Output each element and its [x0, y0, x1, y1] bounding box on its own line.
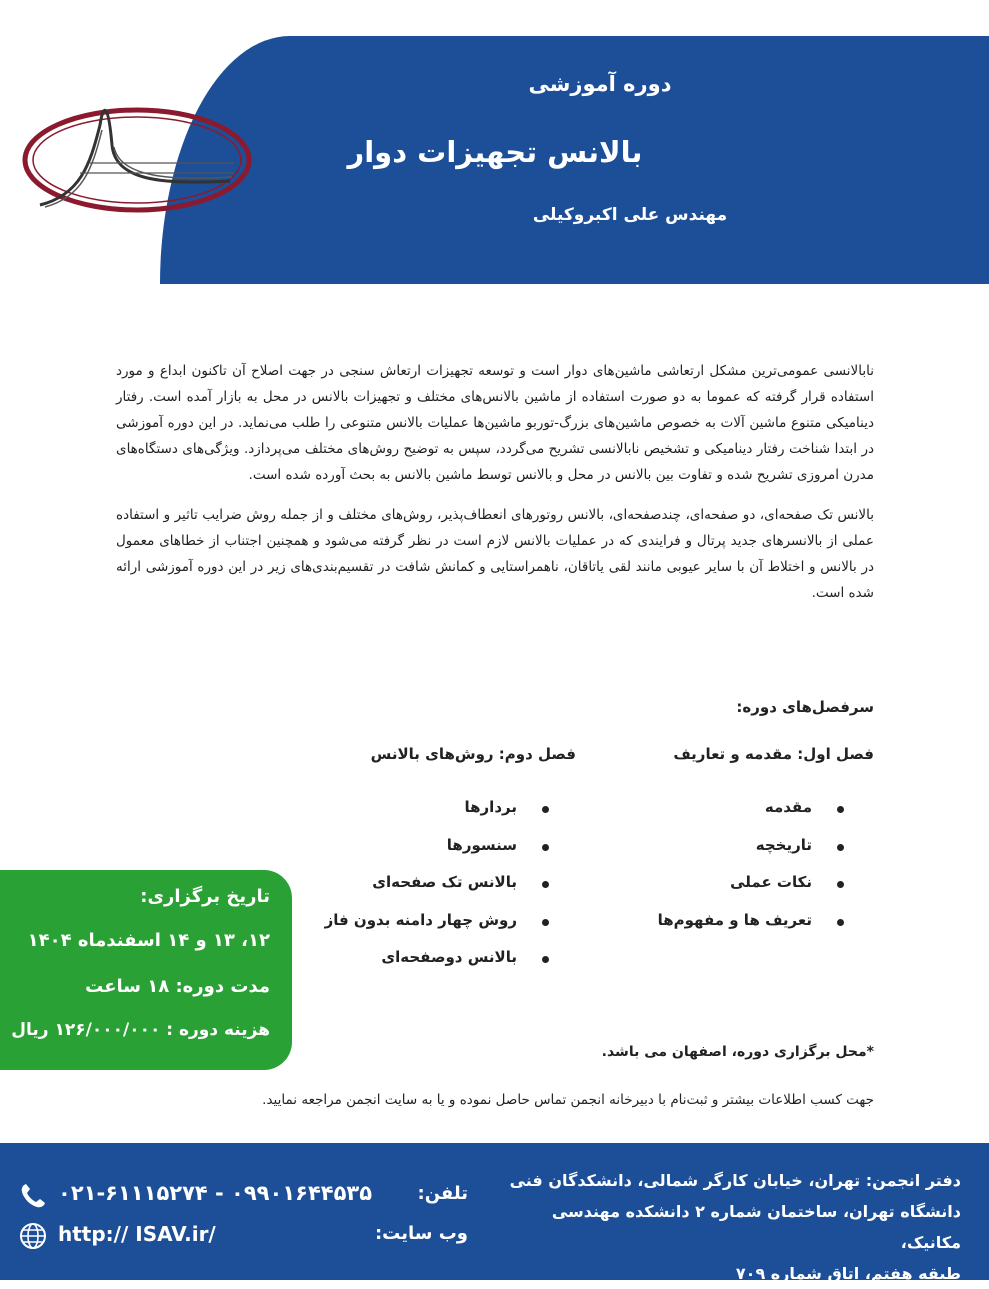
course-type: دوره آموزشی [528, 72, 672, 96]
bullet-icon [542, 844, 549, 851]
outline-heading: سرفصل‌های دوره: [736, 698, 874, 716]
phone-label: تلفن: [417, 1183, 468, 1204]
list-item: بالانس دوصفحه‌ای [325, 948, 549, 986]
course-info-box [0, 870, 292, 1070]
date-label: تاریخ برگزاری: [140, 886, 270, 907]
bullet-icon [542, 806, 549, 813]
course-description [116, 358, 874, 620]
globe-icon [18, 1221, 48, 1251]
course-fee: هزینه دوره : ۱۲۶/۰۰۰/۰۰۰ ریال [11, 1020, 270, 1040]
bullet-icon [542, 919, 549, 926]
list-item: نکات عملی [658, 873, 844, 911]
list-item: بالانس تک صفحه‌ای [325, 873, 549, 911]
description-paragraph-1: نابالانسی عمومی‌ترین مشکل ارتعاشی ماشین‌های دوار است و توسعه تجهیزات ارتعاش سنجی در جهت اصلاح آن تاکنون ابداع و مورد استفاده قرار گرفته که عموما به دو صورت استفاده از ماشین بالانس‌های مختلف و تجهیزات بالانس در محل به بازار آمده است. رفتار دینامیکی متنوع ماشین آلات به خصوص ماشین‌های بزرگ-توربو ماشین‌ها عملیات بالانس متنوعی را طلب می‌نماید. در این دوره آموزشی در ابتدا شناخت رفتار دینامیکی و تشخیص نابالانسی تشریح می‌گردد، سپس به توضیح روش‌های مختلف می‌پردازد. ویژگی‌های دستگاه‌های مدرن امروزی تشریح شده و تفاوت بین بالانس در محل و بالانس توسط ماشین بالانس به بحث آورده شده است. [116, 363, 874, 483]
venue-note: *محل برگزاری دوره، اصفهان می باشد. [601, 1044, 874, 1060]
bullet-icon [837, 806, 844, 813]
header [0, 0, 989, 285]
association-logo [20, 85, 255, 235]
website-link[interactable]: http:// ISAV.ir/ [58, 1222, 216, 1246]
phone-icon [18, 1181, 48, 1211]
website-label: وب سایت: [374, 1223, 468, 1244]
bullet-icon [837, 919, 844, 926]
address-line-3: طبقه هفتم، اتاق شماره ۷۰۹ [735, 1264, 961, 1283]
course-title: بالانس تجهیزات دوار [347, 135, 643, 169]
bullet-icon [542, 881, 549, 888]
contact-note: جهت کسب اطلاعات بیشتر و ثبت‌نام با دبیرخانه انجمن تماس حاصل نموده و یا به سایت انجمن مراجعه نمایید. [262, 1092, 874, 1108]
description-paragraph-2: بالانس تک صفحه‌ای، دو صفحه‌ای، چندصفحه‌ای، بالانس روتورهای انعطاف‌پذیر، روش‌های مختلف و از جمله روش ضرایب تاثیر و استفاده عملی از بالانسرهای جدید پرتال و فرایندی که در عملیات بالانس لازم است در نظر گرفته می‌شود و همچنین اجتناب از خطاهای معمول در بالانس و اختلاط آن با سایر عیوبی مانند لقی یاتاقان، ناهمراستایی و کمانش شافت در تقسیم‌بندی‌های زیر در این دوره آموزشی ارائه شده است. [116, 507, 874, 601]
address-line-2: دانشگاه تهران، ساختمان شماره ۲ دانشکده مهندسی مکانیک، [551, 1202, 961, 1252]
chapter-2-title: فصل دوم: روش‌های بالانس [370, 745, 576, 763]
phone-numbers[interactable]: ۰۲۱-۶۱۱۱۵۲۷۴ - ۰۹۹۰۱۶۴۴۵۳۵ [58, 1181, 373, 1205]
chapter-1-topics [658, 798, 844, 948]
instructor-name: مهندس علی اکبروکیلی [532, 205, 728, 225]
course-duration: مدت دوره: ۱۸ ساعت [85, 976, 270, 997]
list-item: سنسورها [325, 836, 549, 874]
list-item: بردارها [325, 798, 549, 836]
list-item: مقدمه [658, 798, 844, 836]
course-dates: ۱۲، ۱۳ و ۱۴ اسفندماه ۱۴۰۴ [27, 930, 270, 951]
list-item: تعریف ها و مفهوم‌ها [658, 911, 844, 949]
chapter-1-title: فصل اول: مقدمه و تعاریف [673, 745, 874, 763]
chapter-2-topics [325, 798, 549, 986]
list-item: روش چهار دامنه بدون فاز [325, 911, 549, 949]
list-item: تاریخچه [658, 836, 844, 874]
address-line-1: دفتر انجمن: تهران، خیابان کارگر شمالی، دانشکدگان فنی [509, 1171, 961, 1190]
bullet-icon [542, 956, 549, 963]
office-address [491, 1165, 961, 1289]
footer [0, 1143, 989, 1283]
bullet-icon [837, 844, 844, 851]
bullet-icon [837, 881, 844, 888]
